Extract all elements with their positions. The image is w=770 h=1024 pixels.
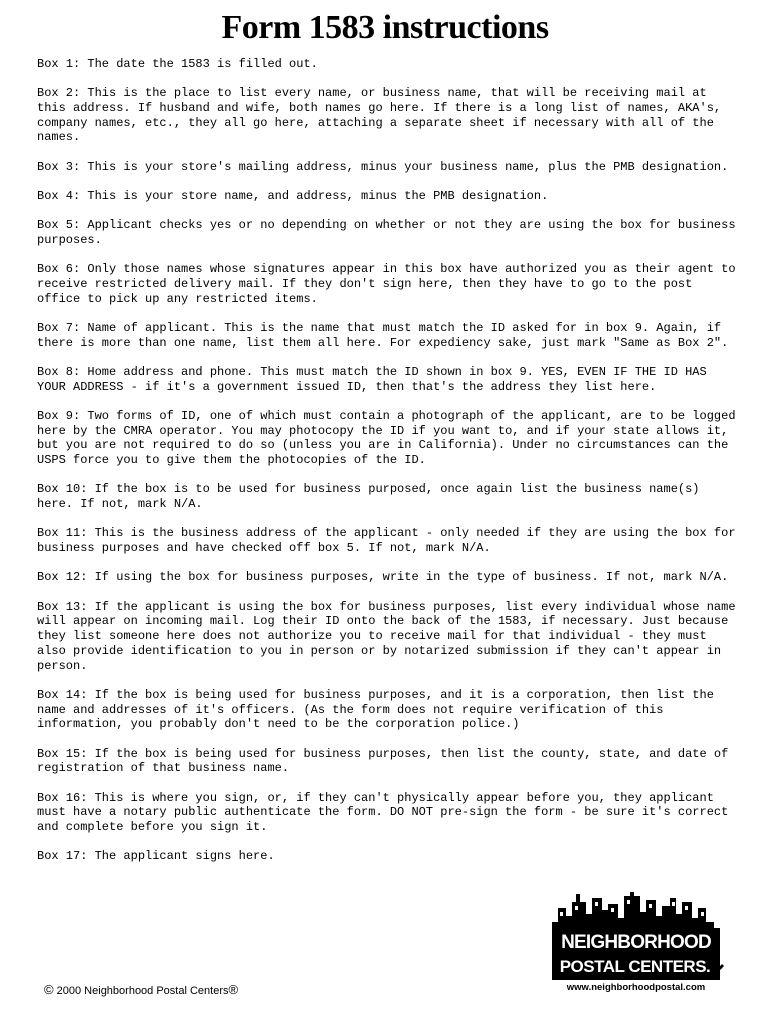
instructions-list xyxy=(37,57,737,879)
page-title: Form 1583 instructions xyxy=(221,9,549,46)
instruction-box-16: Box 16: This is where you sign, or, if they can't physically appear before you, they applicant must have a notary public authenticate the form. DO NOT pre-sign the form - be sure it's correct and complete before you sign it. xyxy=(37,790,729,834)
instruction-box-5: Box 5: Applicant checks yes or no depending on whether or not they are using the box for business purposes. xyxy=(37,218,736,247)
logo-url: www.neighborhoodpostal.com xyxy=(566,982,706,993)
instruction-box-10: Box 10: If the box is to be used for business purposed, once again list the business name(s) here. If not, mark N/A. xyxy=(37,482,700,512)
logo-wordmark-line2: POSTAL CENTERS. xyxy=(554,956,716,978)
copyright-text: 2000 Neighborhood Postal Centers xyxy=(56,985,229,997)
instruction-box-2: Box 2: This is the place to list every name, or business name, that will be receiving mail at this address. If husband and wife, both names go here. If there is a long list of names, AKA's, company names, etc., they all go here, attaching a separate sheet if necessary with all of the names. xyxy=(37,86,722,145)
instruction-box-3: Box 3: This is your store's mailing address, minus your business name, plus the PMB designation. xyxy=(37,159,729,174)
logo-wordmark-line1: NEIGHBORHOOD xyxy=(561,932,711,953)
instruction-box-4: Box 4: This is your store name, and address, minus the PMB designation. xyxy=(37,189,549,203)
instruction-box-11: Box 11: This is the business address of the applicant - only needed if they are using the box for business purposes and have checked off box 5. If not, mark N/A. xyxy=(37,526,736,556)
footer-copyright xyxy=(44,983,238,998)
instruction-box-1: Box 1: The date the 1583 is filled out. xyxy=(37,57,318,71)
copyright-symbol: © xyxy=(44,982,54,997)
neighborhood-postal-logo xyxy=(546,892,726,996)
instruction-box-8: Box 8: Home address and phone. This must match the ID shown in box 9. YES, EVEN IF THE ID HAS YOUR ADDRESS - if it's a government issued ID, then that's the address they list here. xyxy=(37,365,707,394)
instruction-box-6: Box 6: Only those names whose signatures appear in this box have authorized you as their agent to receive restricted delivery mail. If they don't sign here, then they have to go to the post office to pick up any restricted items. xyxy=(37,262,736,306)
instruction-box-14: Box 14: If the box is being used for business purposes, and it is a corporation, then list the name and addresses of it's officers. (As the form does not require verification of this information, you probably don't need to be the corporation police.) xyxy=(37,687,714,732)
instruction-box-17: Box 17: The applicant signs here. xyxy=(37,849,275,864)
instruction-box-13: Box 13: If the applicant is using the box for business purposes, list every individual whose name will appear on incoming mail. Log their ID onto the back of the 1583, if necessary. Just because they list someone here does not authorize you to receive mail for that individual - they must also provide identification to you in person or by notarized submission if they can't appear in person. xyxy=(37,599,736,673)
registered-mark: ® xyxy=(228,982,239,997)
instruction-box-12: Box 12: If using the box for business purposes, write in the type of business. If not, mark N/A. xyxy=(37,570,729,585)
instruction-box-9: Box 9: Two forms of ID, one of which must contain a photograph of the applicant, are to be logged here by the CMRA operator. You may photocopy the ID if you want to, and if your state allows it, but you are not required to do so (unless you are in California). Under no circumstances can the USPS force you to give them the photocopies of the ID. xyxy=(37,409,736,468)
instruction-box-7: Box 7: Name of applicant. This is the name that must match the ID asked for in box 9. Again, if there is more than one name, list them all here. For expediency sake, just mark "Same as Box 2". xyxy=(37,321,729,350)
instruction-box-15: Box 15: If the box is being used for business purposes, then list the county, state, and date of registration of that business name. xyxy=(37,746,729,776)
